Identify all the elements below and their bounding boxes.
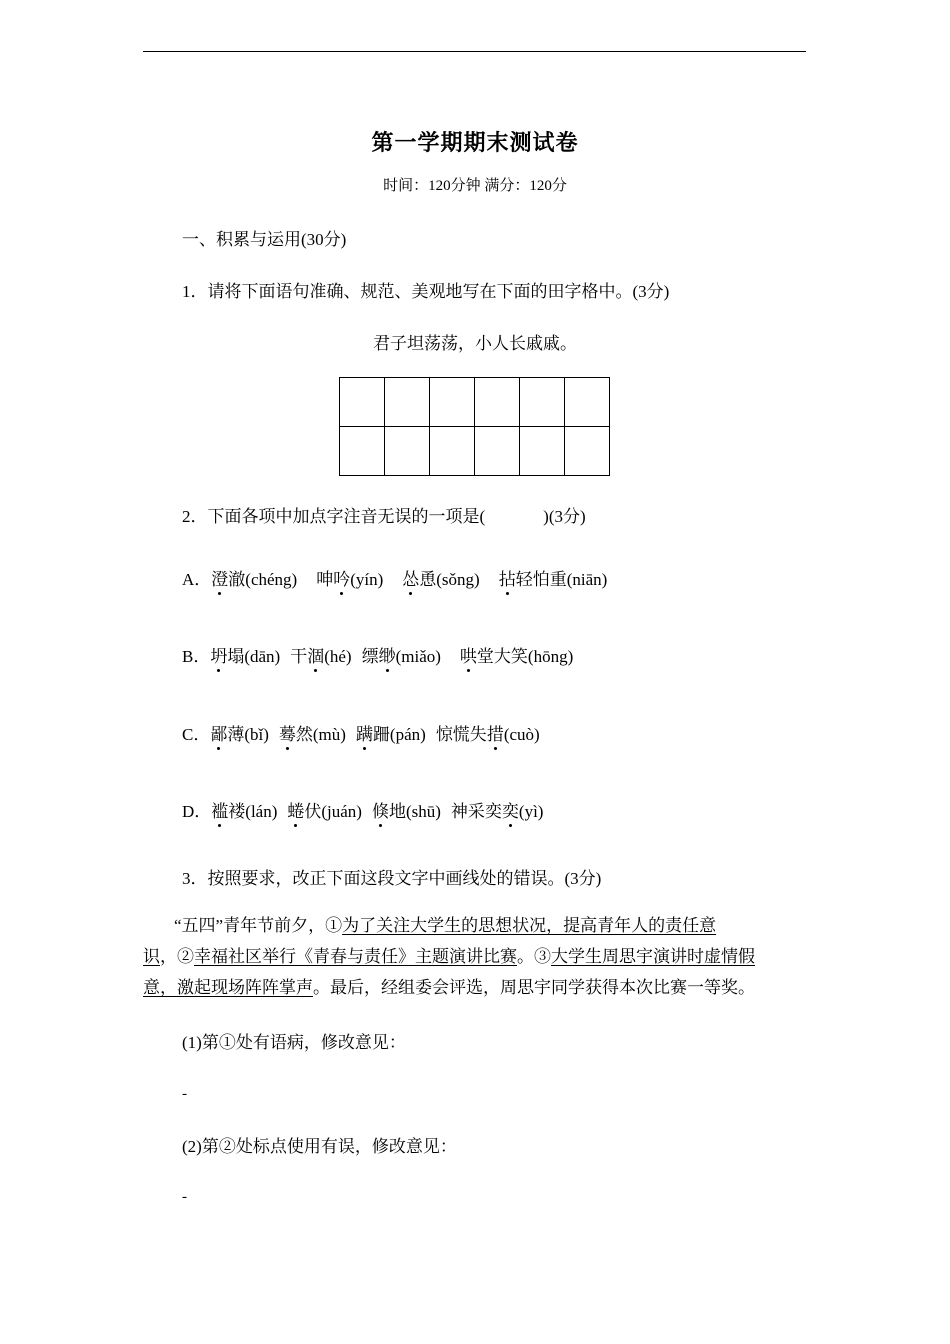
grid-cell[interactable]: [385, 427, 430, 476]
exam-info: 时间：120分钟 满分：120分: [383, 178, 567, 194]
page-title: 第一学期期末测试卷: [371, 130, 579, 155]
grid-cell[interactable]: [475, 427, 520, 476]
grid-cell[interactable]: [385, 378, 430, 427]
grid-cell[interactable]: [565, 378, 610, 427]
grid-cell[interactable]: [565, 427, 610, 476]
option-b: B．坍塌(dān) 干涸(hé) 缥缈(miǎo) 哄堂大笑(hōng): [182, 647, 574, 666]
grid-cell[interactable]: [475, 378, 520, 427]
question-1-prompt: 1．请将下面语句准确、规范、美观地写在下面的田字格中。(3分): [182, 282, 670, 301]
grid-cell[interactable]: [340, 427, 385, 476]
section-heading: 一、积累与运用(30分): [182, 230, 347, 249]
passage-line: 识，②幸福社区举行《青春与责任》主题演讲比赛。③大学生周思宇演讲时虚情假: [143, 947, 755, 966]
question-3-prompt: 3．按照要求，改正下面这段文字中画线处的错误。(3分): [182, 869, 602, 888]
question-3-passage: [143, 910, 807, 1003]
option-a: A．澄澈(chéng) 呻吟(yín) 怂恿(sǒng) 拈轻怕重(niān): [182, 570, 608, 589]
passage-line: 意，激起现场阵阵掌声。最后，经组委会评选，周思宇同学获得本次比赛一等奖。: [143, 978, 755, 997]
option-d: D．褴褛(lán) 蜷伏(juán) 倏地(shū) 神采奕奕(yì): [182, 802, 544, 821]
question-2-prompt: 2．下面各项中加点字注音无误的一项是( )(3分): [182, 507, 586, 526]
question-1-sentence: 君子坦荡荡，小人长戚戚。: [373, 334, 577, 353]
grid-cell[interactable]: [430, 378, 475, 427]
grid-cell[interactable]: [520, 378, 565, 427]
grid-cell[interactable]: [520, 427, 565, 476]
question-3-sub1: (1)第①处有语病，修改意见：: [182, 1033, 406, 1052]
tianzige-grid[interactable]: [339, 377, 610, 476]
option-c: C．鄙薄(bǐ) 蓦然(mù) 蹒跚(pán) 惊慌失措(cuò): [182, 725, 540, 744]
grid-cell[interactable]: [430, 427, 475, 476]
passage-line: “五四”青年节前夕，①为了关注大学生的思想状况，提高青年人的责任意: [174, 916, 717, 935]
answer-line-1[interactable]: -: [182, 1086, 187, 1102]
header-rule: [143, 51, 806, 52]
question-3-sub2: (2)第②处标点使用有误，修改意见：: [182, 1137, 457, 1156]
answer-line-2[interactable]: -: [182, 1189, 187, 1205]
grid-cell[interactable]: [340, 378, 385, 427]
